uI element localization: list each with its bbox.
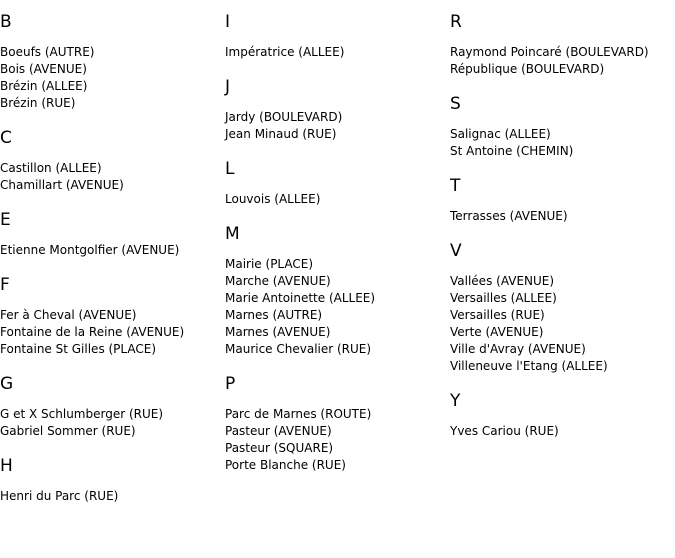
street-link[interactable]: Versailles (RUE) [450,308,545,322]
street-link[interactable]: Impératrice (ALLEE) [225,45,345,59]
street-list [225,394,447,478]
street-list [225,97,447,147]
letter-group [450,229,672,379]
street-list [450,196,672,229]
street-link[interactable]: République (BOULEVARD) [450,62,605,76]
letter-heading: B [0,12,12,32]
street-list [0,476,222,509]
street-link[interactable]: Ville d'Avray (AVENUE) [450,342,586,356]
street-list [225,32,447,65]
street-link[interactable]: Villeneuve l'Etang (ALLEE) [450,359,608,373]
street-link[interactable]: Gabriel Sommer (RUE) [0,424,136,438]
street-link[interactable]: Fer à Cheval (AVENUE) [0,308,137,322]
street-link[interactable]: Jean Minaud (RUE) [225,127,337,141]
street-link[interactable]: Fontaine St Gilles (PLACE) [0,342,157,356]
street-link[interactable]: Bois (AVENUE) [0,62,87,76]
letter-group [450,164,672,229]
street-list [0,32,222,116]
street-link[interactable]: Henri du Parc (RUE) [0,489,119,503]
street-link[interactable]: Louvois (ALLEE) [225,192,321,206]
street-link[interactable]: Vallées (AVENUE) [450,274,555,288]
street-link[interactable]: Brézin (ALLEE) [0,79,88,93]
street-link[interactable]: Jardy (BOULEVARD) [225,110,343,124]
street-list [450,114,672,164]
street-list [0,230,222,263]
street-link[interactable]: Marnes (AUTRE) [225,308,323,322]
street-link[interactable]: Marche (AVENUE) [225,274,331,288]
letter-group [450,379,672,444]
letter-heading: M [225,224,240,244]
letter-group [225,0,447,65]
street-link[interactable]: Pasteur (SQUARE) [225,441,334,455]
street-link[interactable]: Yves Cariou (RUE) [450,424,559,438]
letter-group [0,444,222,509]
letter-group [0,116,222,198]
letter-heading: I [225,12,231,32]
letter-group [0,362,222,444]
street-link[interactable]: Versailles (ALLEE) [450,291,557,305]
letter-group [0,0,222,116]
street-list [0,148,222,198]
street-link[interactable]: Mairie (PLACE) [225,257,314,271]
street-link[interactable]: Castillon (ALLEE) [0,161,102,175]
letter-heading: C [0,128,12,148]
street-list [0,394,222,444]
street-link[interactable]: Raymond Poincaré (BOULEVARD) [450,45,649,59]
letter-heading: E [0,210,11,230]
street-link[interactable]: Boeufs (AUTRE) [0,45,95,59]
letter-group [0,263,222,362]
street-link[interactable]: Marie Antoinette (ALLEE) [225,291,376,305]
street-link[interactable]: Marnes (AVENUE) [225,325,331,339]
letter-group [0,198,222,263]
street-link[interactable]: Salignac (ALLEE) [450,127,551,141]
street-index-column-3 [450,0,672,444]
street-list [225,244,447,362]
street-link[interactable]: G et X Schlumberger (RUE) [0,407,164,421]
letter-group [450,0,672,82]
street-link[interactable]: Maurice Chevalier (RUE) [225,342,372,356]
street-index-column-2 [225,0,447,478]
street-link[interactable]: Parc de Marnes (ROUTE) [225,407,372,421]
letter-heading: S [450,94,461,114]
street-link[interactable]: Fontaine de la Reine (AVENUE) [0,325,185,339]
letter-heading: P [225,374,236,394]
letter-group [450,82,672,164]
street-link[interactable]: Etienne Montgolfier (AVENUE) [0,243,180,257]
street-link[interactable]: Chamillart (AVENUE) [0,178,124,192]
street-link[interactable]: Pasteur (AVENUE) [225,424,332,438]
letter-group [225,212,447,362]
street-list [450,32,672,82]
street-list [0,295,222,362]
street-link[interactable]: Terrasses (AVENUE) [450,209,568,223]
street-index-column-1 [0,0,222,509]
street-link[interactable]: Verte (AVENUE) [450,325,544,339]
street-list [450,411,672,444]
letter-heading: J [225,77,231,97]
letter-group [225,65,447,147]
letter-group [225,362,447,478]
letter-heading: H [0,456,13,476]
street-list [450,261,672,379]
letter-heading: R [450,12,462,32]
letter-heading: L [225,159,235,179]
street-list [225,179,447,212]
letter-heading: V [450,241,462,261]
letter-group [225,147,447,212]
street-link[interactable]: St Antoine (CHEMIN) [450,144,574,158]
letter-heading: T [450,176,461,196]
street-link[interactable]: Porte Blanche (RUE) [225,458,346,472]
letter-heading: Y [450,391,461,411]
letter-heading: G [0,374,14,394]
letter-heading: F [0,275,10,295]
street-link[interactable]: Brézin (RUE) [0,96,76,110]
